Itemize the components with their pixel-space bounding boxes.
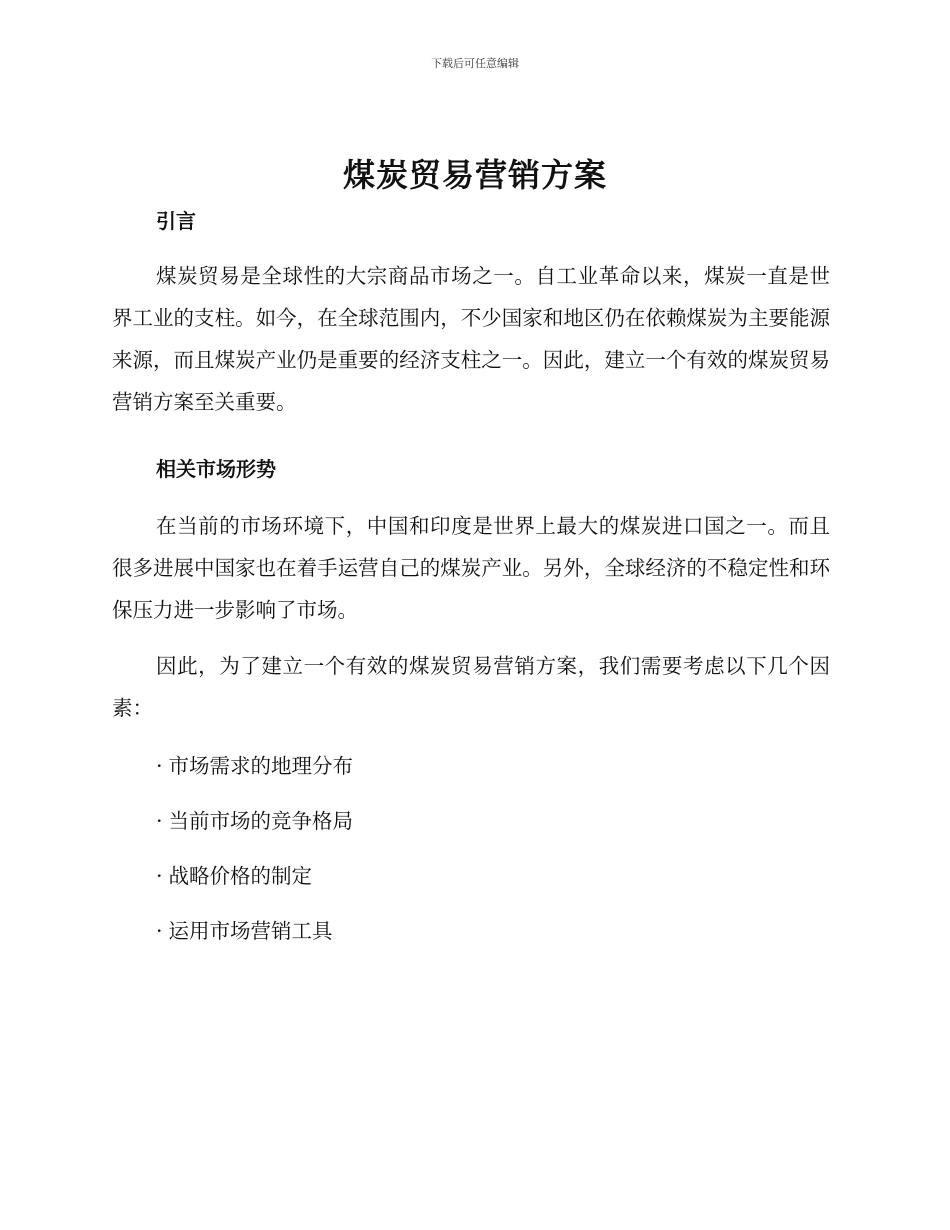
list-item: · 运用市场营销工具 xyxy=(156,919,333,943)
bullet-icon: · xyxy=(156,809,163,833)
list-item: · 战略价格的制定 xyxy=(156,864,313,888)
section-heading-market: 相关市场形势 xyxy=(156,457,276,481)
paragraph-market: 在当前的市场环境下，中国和印度是世界上最大的煤炭进口国之一。而且很多进展中国家也在着手运营自己的煤炭产业。另外，全球经济的不稳定性和环保压力进一步影响了市场。 xyxy=(112,514,830,622)
factor-list xyxy=(112,751,830,946)
document-title: 煤炭贸易营销方案 xyxy=(342,156,607,194)
document-body xyxy=(112,205,830,946)
paragraph-intro: 煤炭贸易是全球性的大宗商品市场之一。自工业革命以来，煤炭一直是世界工业的支柱。如今，在全球范围内，不少国家和地区仍在依赖煤炭为主要能源来源，而且煤炭产业仍是重要的经济支柱之一。因此，建立一个有效的煤炭贸易营销方案至关重要。 xyxy=(112,264,830,414)
header-note: 下载后可任意编辑 xyxy=(431,57,519,70)
list-item: · 当前市场的竞争格局 xyxy=(156,809,354,833)
section-heading-intro: 引言 xyxy=(156,209,196,233)
paragraph-factors: 因此，为了建立一个有效的煤炭贸易营销方案，我们需要考虑以下几个因素： xyxy=(112,654,830,720)
bullet-icon: · xyxy=(156,919,163,943)
bullet-icon: · xyxy=(156,754,163,778)
list-item: · 市场需求的地理分布 xyxy=(156,754,354,778)
bullet-icon: · xyxy=(156,864,163,888)
